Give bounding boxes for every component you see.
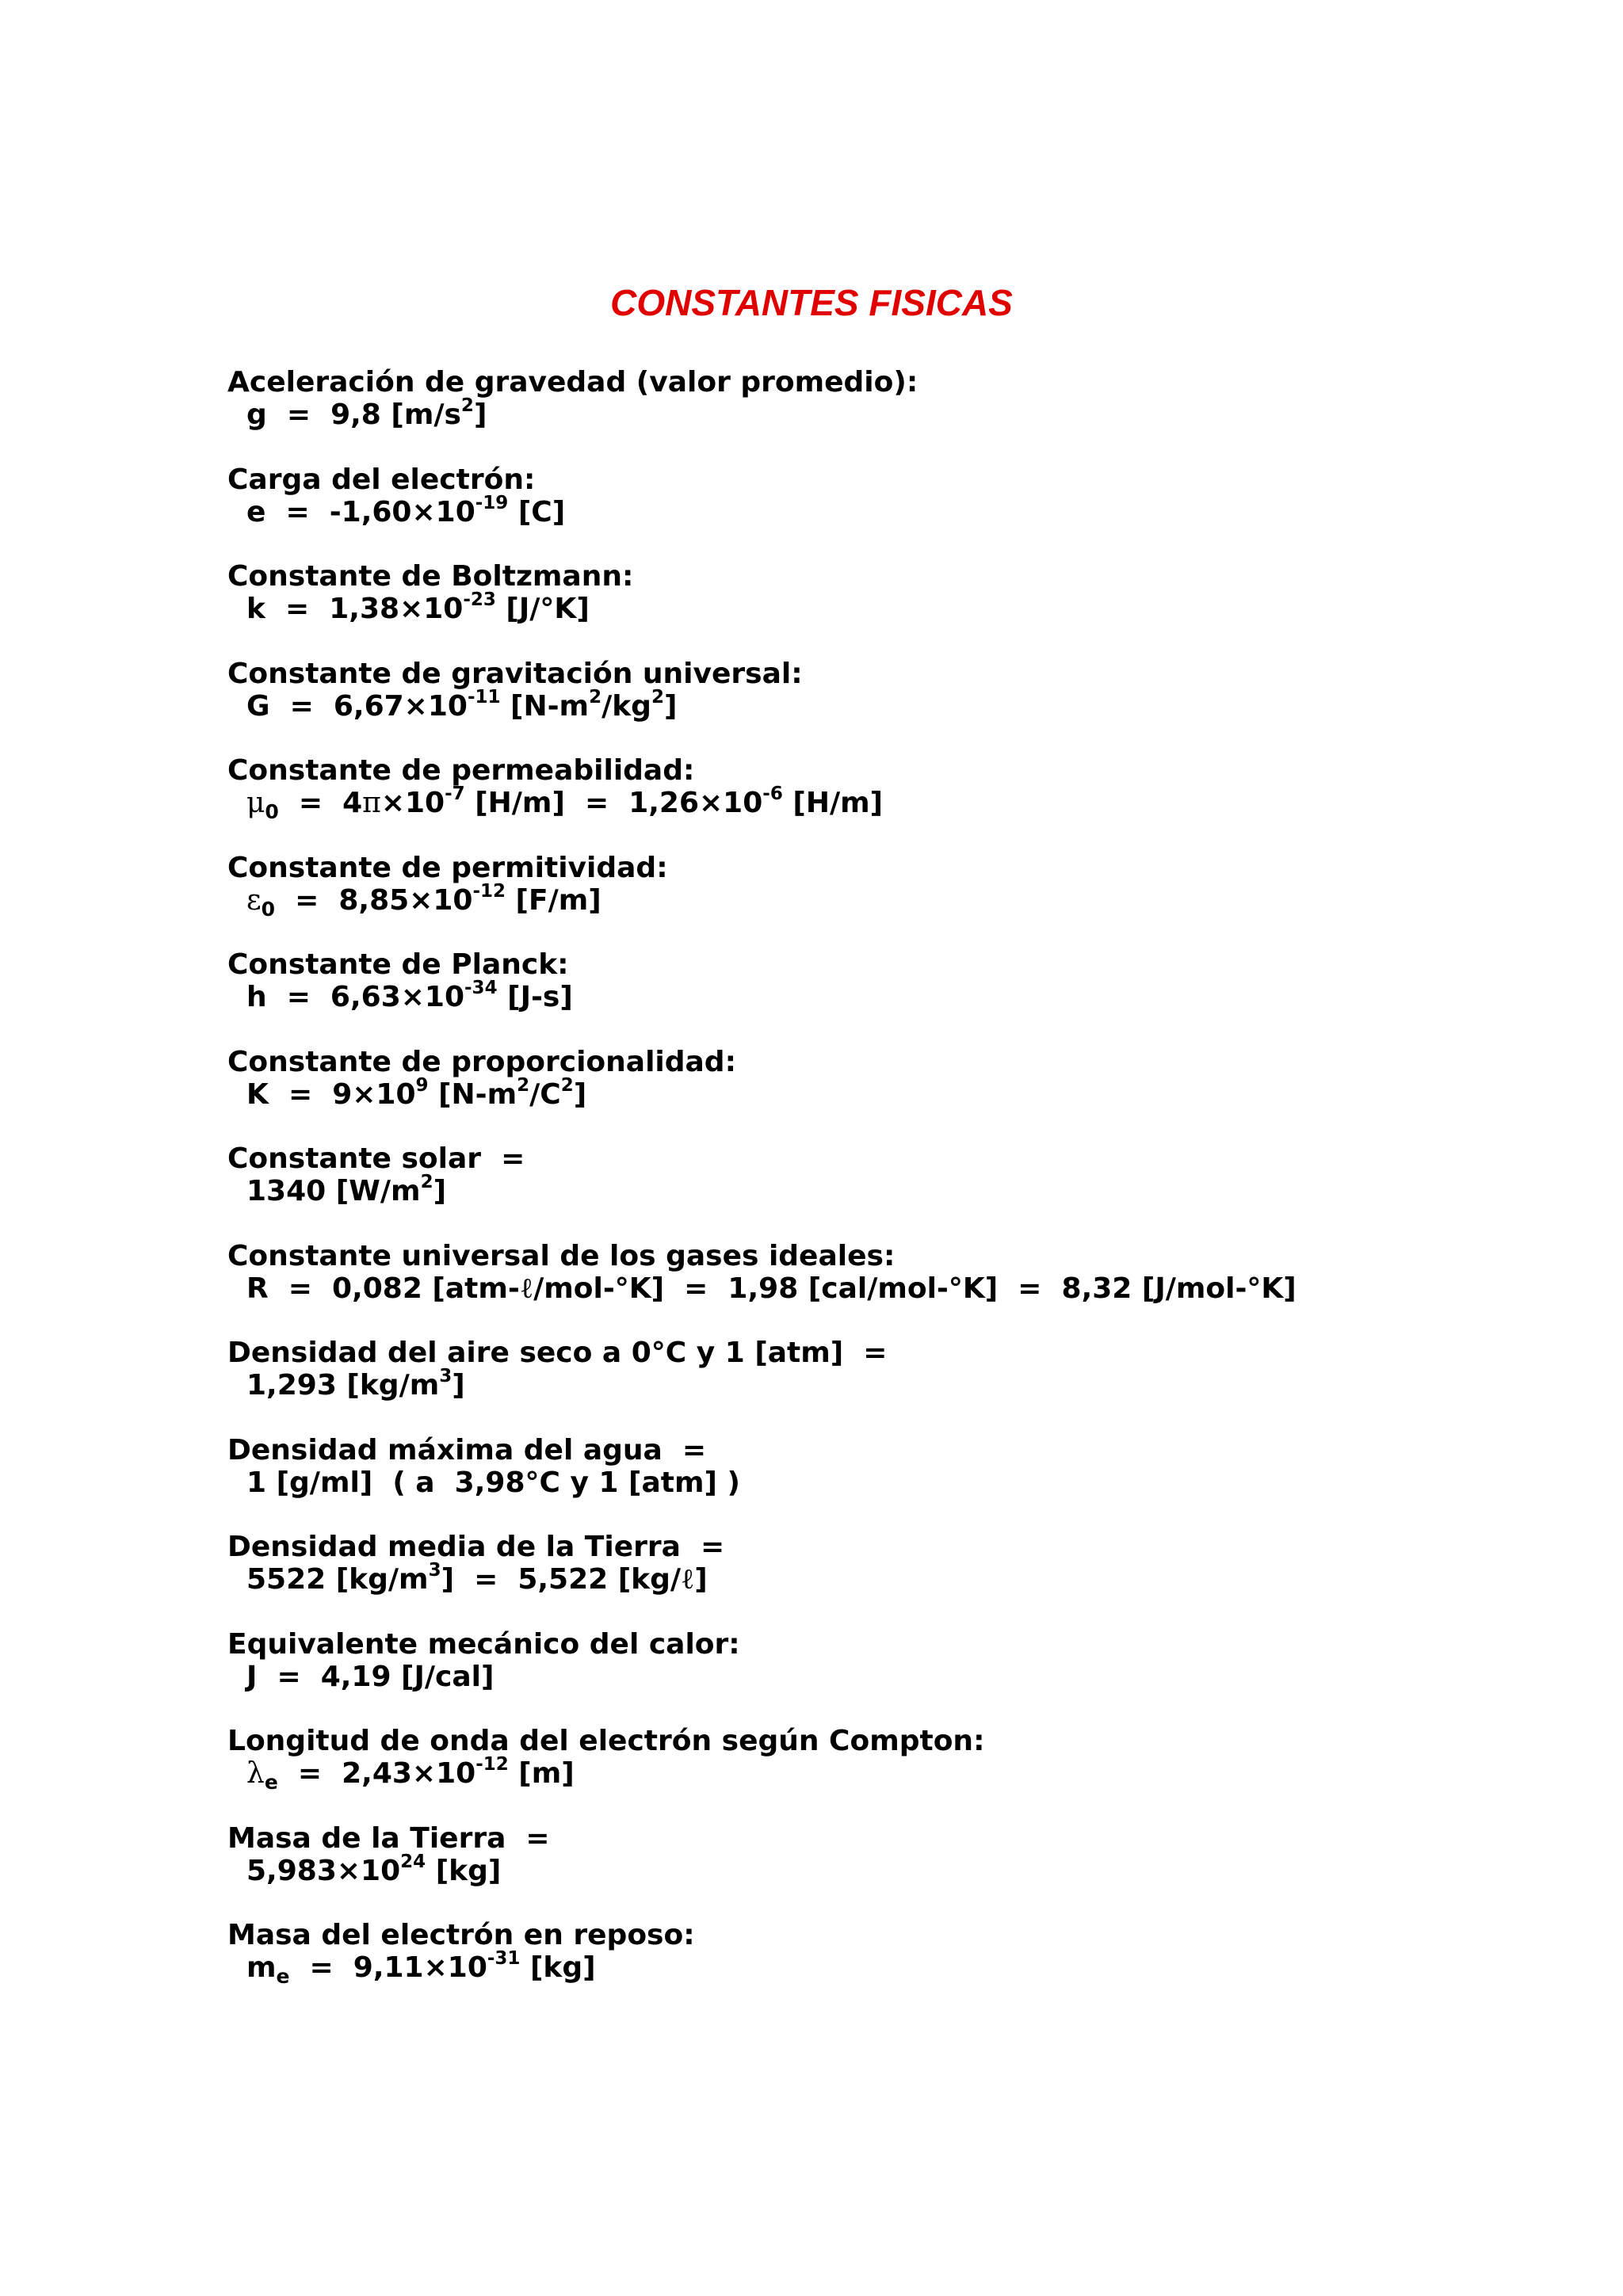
constant-entry	[227, 754, 1575, 824]
constant-label: Densidad media de la Tierra =	[227, 1531, 725, 1563]
constant-entry	[227, 1046, 1575, 1111]
constant-entry	[227, 1725, 1575, 1794]
constant-entry	[227, 851, 1575, 921]
constant-entry	[227, 1337, 1575, 1402]
constant-label: Aceleración de gravedad (valor promedio):	[227, 366, 918, 399]
constant-label: Constante de gravitación universal:	[227, 657, 803, 690]
constant-value: $m_e = 9,11\times 10^{-31}$ [kg]	[246, 1948, 596, 1989]
constant-entry	[227, 1434, 1575, 1499]
constant-label: Masa del electrón en reposo:	[227, 1919, 695, 1951]
constant-value: J = 4,19 [J/cal]	[246, 1660, 495, 1693]
constant-value: $G = 6,67\times 10^{-11}$ $[N-m^2/kg^2]$	[246, 686, 678, 723]
constant-entry	[227, 948, 1575, 1013]
constant-entry	[227, 366, 1575, 431]
constant-value: $K = 9\times 10^9$ $[N-m^2/C^2]$	[246, 1074, 587, 1111]
constant-value: R = 0,082 [atm-ℓ/mol-°K] = 1,98 [cal/mol-°K] = 8,32 [J/mol-°K]	[246, 1272, 1296, 1305]
constant-label: Constante de Planck:	[227, 948, 569, 981]
constant-label: Equivalente mecánico del calor:	[227, 1627, 740, 1661]
constant-entry	[227, 560, 1575, 625]
constant-entry	[227, 1822, 1575, 1887]
constant-label: Constante solar =	[227, 1142, 525, 1175]
constant-value: $h = 6,63\times 10^{-34}$ [J-s]	[246, 978, 573, 1013]
constant-entry	[227, 658, 1575, 723]
constant-label: Densidad del aire seco a 0°C y 1 [atm] =	[227, 1337, 888, 1369]
constant-value: 5522 $[kg/m^3] = 5,522$ [kg/ℓ]	[246, 1560, 708, 1596]
constant-label: Constante de permitividad:	[227, 851, 668, 884]
constant-label: Densidad máxima del agua =	[227, 1433, 707, 1466]
constant-label: Constante de Boltzmann:	[227, 560, 634, 593]
constant-value: $\mu_0 = 4\pi\times 10^{-7}$ $[H/m] = 1,26\times 10^{-6}$ [H/m]	[246, 784, 884, 824]
constant-value: $k = 1,38\times 10^{-23}$ [J/°K]	[246, 589, 590, 625]
constant-value: 1 [g/ml] ( a 3,98°C y 1 [atm] )	[246, 1466, 740, 1499]
constant-value: g = 9,8 $[m/s^2]$	[246, 395, 487, 431]
constant-label: Constante universal de los gases ideales:	[227, 1239, 896, 1272]
constant-label: Constante de proporcionalidad:	[227, 1045, 736, 1078]
constant-value: $\varepsilon_0 = 8,85\times 10^{-12}$ [F/m]	[246, 880, 601, 921]
constant-entry	[227, 463, 1575, 528]
constant-entry	[227, 1240, 1575, 1305]
constants-list	[227, 366, 1575, 2016]
constant-value: $\lambda_e = 2,43\times 10^{-12}$ [m]	[246, 1754, 575, 1794]
constant-value: 1340 $[W/m^2]$	[246, 1172, 447, 1207]
constant-entry	[227, 1142, 1575, 1207]
constant-label: Constante de permeabilidad:	[227, 754, 695, 787]
constant-entry	[227, 1531, 1575, 1596]
constant-entry	[227, 1919, 1575, 1989]
constant-label: Masa de la Tierra =	[227, 1821, 550, 1855]
constant-value: $e = -1,60\times 10^{-19}$ [C]	[246, 492, 566, 528]
constant-label: Longitud de onda del electrón según Compton:	[227, 1725, 985, 1757]
constant-label: Carga del electrón:	[227, 463, 536, 496]
constant-value: 1,293 $[kg/m^3]$	[246, 1366, 465, 1402]
constant-entry	[227, 1628, 1575, 1693]
constant-value: $5,983\times 10^{24}$ [kg]	[246, 1851, 502, 1887]
page-title: CONSTANTES FISICAS	[610, 282, 1013, 323]
